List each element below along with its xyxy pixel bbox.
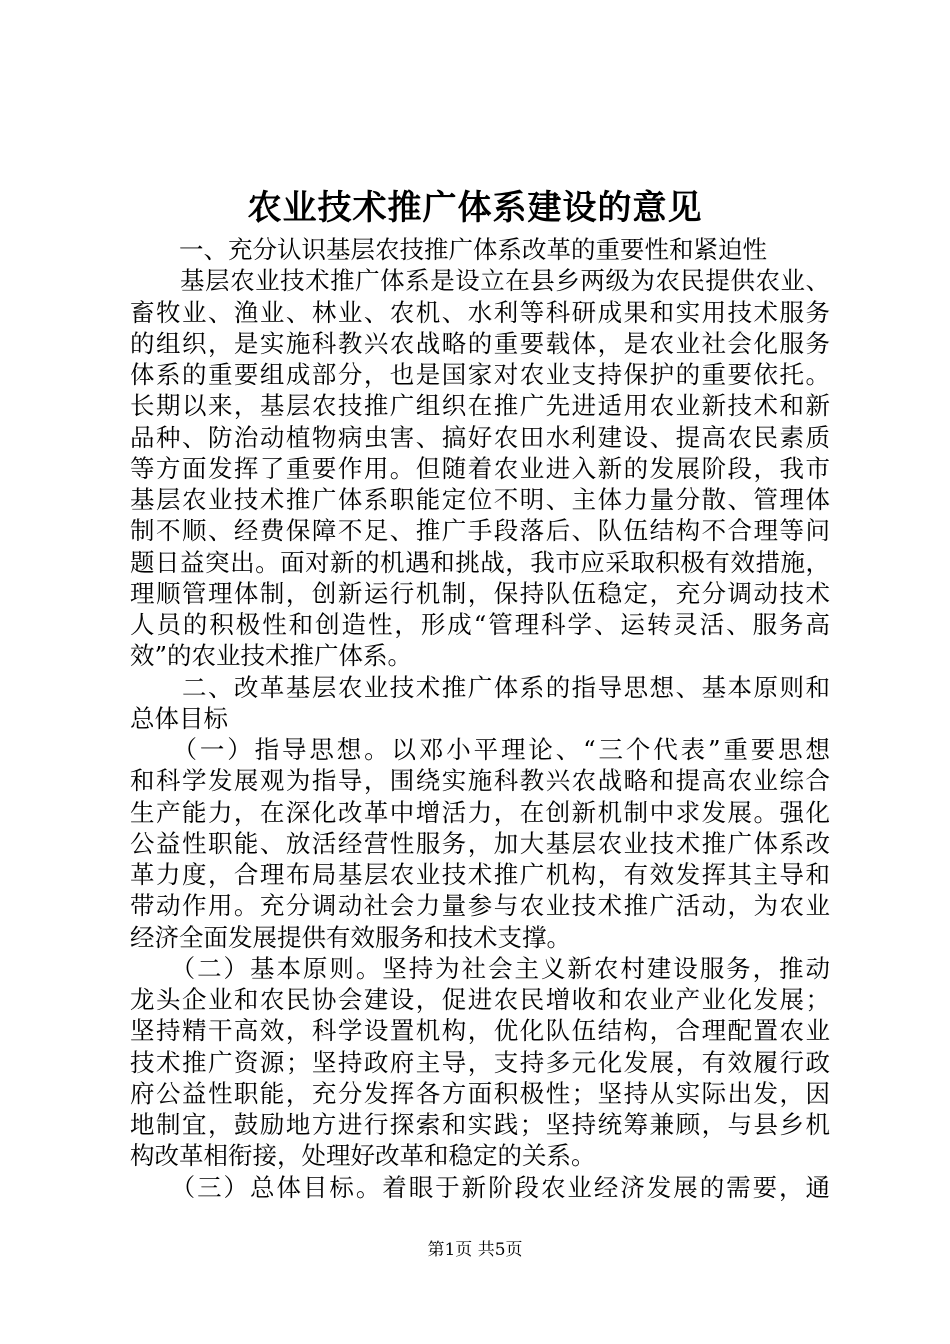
text-line: 革力度，合理布局基层农业技术推广机构，有效发挥其主导和 — [130, 860, 830, 889]
text-line: 龙头企业和农民协会建设，促进农民增收和农业产业化发展； — [130, 985, 830, 1014]
text-line: 畜牧业、渔业、林业、农机、水利等科研成果和实用技术服务 — [130, 297, 830, 327]
text-line: 理顺管理体制，创新运行机制，保持队伍稳定，充分调动技术 — [130, 578, 830, 608]
text-line: 府公益性职能，充分发挥各方面积极性；坚持从实际出发，因 — [130, 1078, 830, 1108]
text-line: 基层农业技术推广体系是设立在县乡两级为农民提供农业、 — [130, 266, 830, 296]
text-line: 生产能力，在深化改革中增活力，在创新机制中求发展。强化 — [130, 797, 830, 827]
text-line: 人员的积极性和创造性，形成“管理科学、运转灵活、服务高 — [130, 610, 830, 639]
text-line: 体系的重要组成部分，也是国家对农业支持保护的重要依托。 — [130, 360, 830, 389]
text-line: 题日益突出。面对新的机遇和挑战，我市应采取积极有效措施， — [130, 547, 830, 577]
text-line: 和科学发展观为指导，围绕实施科教兴农战略和提高农业综合 — [130, 766, 830, 796]
page-title: 农业技术推广体系建设的意见 — [247, 188, 703, 228]
text-line: 的组织，是实施科教兴农战略的重要载体，是农业社会化服务 — [130, 328, 830, 358]
text-line: 公益性职能、放活经营性服务，加大基层农业技术推广体系改 — [130, 828, 830, 858]
text-line: 品种、防治动植物病虫害、搞好农田水利建设、提高农民素质 — [130, 422, 830, 452]
text-line: （一）指导思想。以邓小平理论、“三个代表”重要思想 — [130, 735, 830, 764]
text-line: 技术推广资源；坚持政府主导，支持多元化发展，有效履行政 — [130, 1047, 830, 1077]
text-line: 制不顺、经费保障不足、推广手段落后、队伍结构不合理等问 — [130, 516, 830, 546]
text-line: 构改革相衔接，处理好改革和稳定的关系。 — [130, 1141, 596, 1171]
text-line: 地制宜，鼓励地方进行探索和实践；坚持统筹兼顾，与县乡机 — [130, 1110, 830, 1139]
text-line: （三）总体目标。着眼于新阶段农业经济发展的需要，通 — [130, 1172, 830, 1202]
text-line: 基层农业技术推广体系职能定位不明、主体力量分散、管理体 — [130, 485, 830, 514]
text-line: 长期以来，基层农技推广组织在推广先进适用农业新技术和新 — [130, 391, 830, 421]
text-line: 二、改革基层农业技术推广体系的指导思想、基本原则和 — [130, 672, 830, 702]
document-body — [130, 234, 830, 1203]
page-number: 第1页 共5页 — [427, 1240, 523, 1260]
text-line: 经济全面发展提供有效服务和技术支撑。 — [130, 922, 571, 952]
text-line: （二）基本原则。坚持为社会主义新农村建设服务，推动 — [130, 953, 830, 983]
text-line: 带动作用。充分调动社会力量参与农业技术推广活动，为农业 — [130, 891, 830, 921]
text-line: 效”的农业技术推广体系。 — [130, 641, 413, 671]
text-line: 等方面发挥了重要作用。但随着农业进入新的发展阶段，我市 — [130, 453, 830, 483]
text-line: 一、充分认识基层农技推广体系改革的重要性和紧迫性 — [130, 235, 767, 264]
text-line: 坚持精干高效，科学设置机构，优化队伍结构，合理配置农业 — [130, 1016, 830, 1046]
text-line: 总体目标 — [130, 703, 228, 733]
